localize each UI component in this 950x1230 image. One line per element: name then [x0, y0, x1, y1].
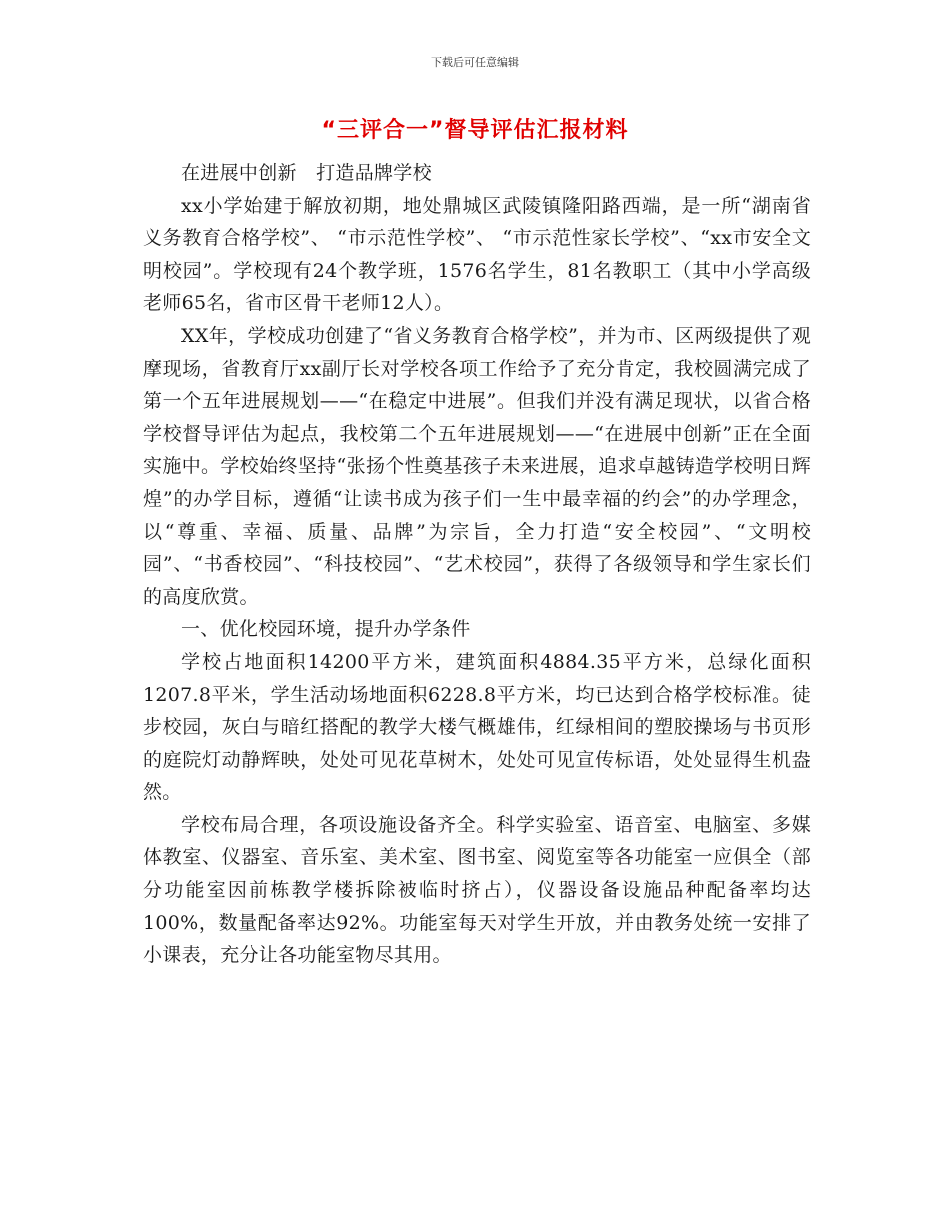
section-subtitle: 在进展中创新 打造品牌学校: [181, 162, 432, 184]
document-body: [143, 157, 811, 972]
document-title: “三评合一”督导评估汇报材料: [321, 118, 629, 143]
paragraph-facilities: 学校布局合理，各项设施设备齐全。科学实验室、语音室、电脑室、多媒体教室、仪器室、音乐室、美术室、图书室、阅览室等各功能室一应俱全（部分功能室因前栋教学楼拆除被临时挤占），仪器设备设施品种配备率均达100%，数量配备率达92%。功能室每天对学生开放，并由教务处统一安排了小课表，充分让各功能室物尽其用。: [143, 813, 811, 967]
paragraph-school-intro: xx小学始建于解放初期，地处鼎城区武陵镇隆阳路西端，是一所“湖南省义务教育合格学校”、 “市示范性学校”、 “市示范性家长学校”、“xx市安全文明校园”。学校现有24个教学班，1576名学生，81名教职工（其中小学高级老师65名，省市区骨干老师12人）。: [143, 194, 811, 315]
paragraph-campus-area: 学校占地面积14200平方米，建筑面积4884.35平方米，总绿化面积1207.8平米，学生活动场地面积6228.8平方米，均已达到合格学校标准。徒步校园，灰白与暗红搭配的教学大楼气概雄伟，红绿相间的塑胶操场与书页形的庭院灯动静辉映，处处可见花草树木，处处可见宣传标语，处处显得生机盎然。: [143, 650, 811, 804]
paragraph-development: XX年，学校成功创建了“省义务教育合格学校”，并为市、区两级提供了观摩现场，省教育厅xx副厅长对学校各项工作给予了充分肯定，我校圆满完成了第一个五年进展规划——“在稳定中进展”。但我们并没有满足现状，以省合格学校督导评估为起点，我校第二个五年进展规划——“在进展中创新”正在全面实施中。学校始终坚持“张扬个性奠基孩子未来进展，追求卓越铸造学校明日辉煌”的办学目标，遵循“让读书成为孩子们一生中最幸福的约会”的办学理念，以“尊重、幸福、质量、品牌”为宗旨，全力打造“安全校园”、“文明校园”、“书香校园”、“科技校园”、“艺术校园”，获得了各级领导和学生家长们的高度欣赏。: [143, 324, 811, 608]
section-heading-1: 一、优化校园环境，提升办学条件: [181, 618, 471, 641]
header-note: 下载后可任意编辑: [431, 56, 519, 69]
